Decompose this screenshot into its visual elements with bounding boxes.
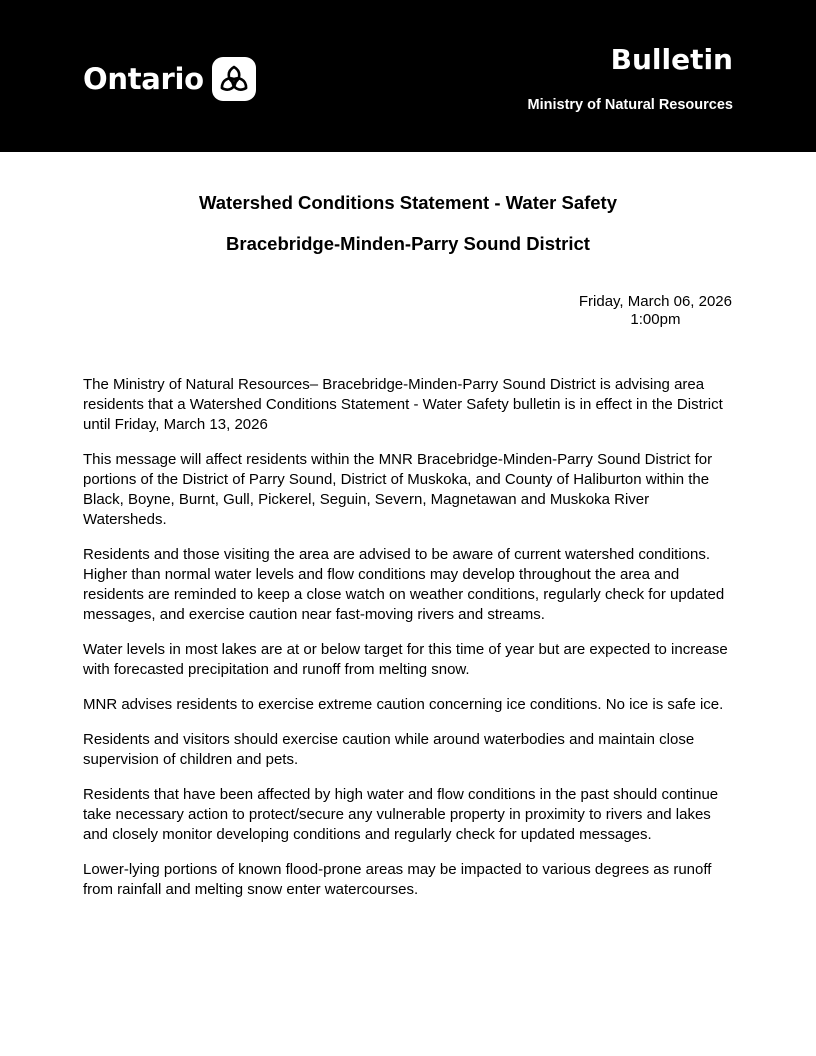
district-title: Bracebridge-Minden-Parry Sound District: [226, 233, 590, 254]
time-text: 1:00pm: [630, 311, 681, 328]
header-banner: [0, 0, 816, 152]
paragraph: Residents that have been affected by high water and flow conditions in the past should continue take necessary action to protect/secure any vulnerable property in proximity to rivers and lakes and closely monitor developing conditions and regularly check for updated messages.: [83, 786, 719, 843]
paragraph: The Ministry of Natural Resources– Bracebridge-Minden-Parry Sound District is advising area residents that a Watershed Conditions Statement - Water Safety bulletin is in effect in the District until Friday, March 13, 2026: [83, 376, 723, 433]
dateline: [579, 293, 732, 329]
date-text: Friday, March 06, 2026: [578, 293, 732, 310]
bulletin-heading: Bulletin: [610, 43, 733, 76]
trillium-icon: [211, 56, 257, 102]
bulletin-body: [83, 375, 735, 915]
logo-wordmark: Ontario: [83, 62, 204, 96]
paragraph: Water levels in most lakes are at or below target for this time of year but are expected to increase with forecasted precipitation and runoff from melting snow.: [83, 641, 728, 678]
ontario-logo: [83, 56, 257, 102]
paragraph: Lower-lying portions of known flood-prone areas may be impacted to various degrees as runoff from rainfall and melting snow enter watercourses.: [83, 861, 712, 898]
paragraph: MNR advises residents to exercise extreme caution concerning ice conditions. No ice is safe ice.: [83, 696, 724, 713]
document-title: Watershed Conditions Statement - Water Safety: [198, 192, 618, 213]
paragraph: This message will affect residents within the MNR Bracebridge-Minden-Parry Sound District for portions of the District of Parry Sound, District of Muskoka, and County of Haliburton within the Black, Boyne, Burnt, Gull, Pickerel, Seguin, Severn, Magnetawan and Muskoka River Watersheds.: [83, 451, 713, 528]
paragraph: Residents and those visiting the area are advised to be aware of current watershed conditions. Higher than normal water levels and flow conditions may develop throughout the area and residents are reminded to keep a close watch on weather conditions, regularly check for updated messages, and exercise caution near fast-moving rivers and streams.: [83, 546, 725, 623]
paragraph: Residents and visitors should exercise caution while around waterbodies and maintain close supervision of children and pets.: [83, 731, 695, 768]
ministry-name: Ministry of Natural Resources: [527, 97, 733, 113]
